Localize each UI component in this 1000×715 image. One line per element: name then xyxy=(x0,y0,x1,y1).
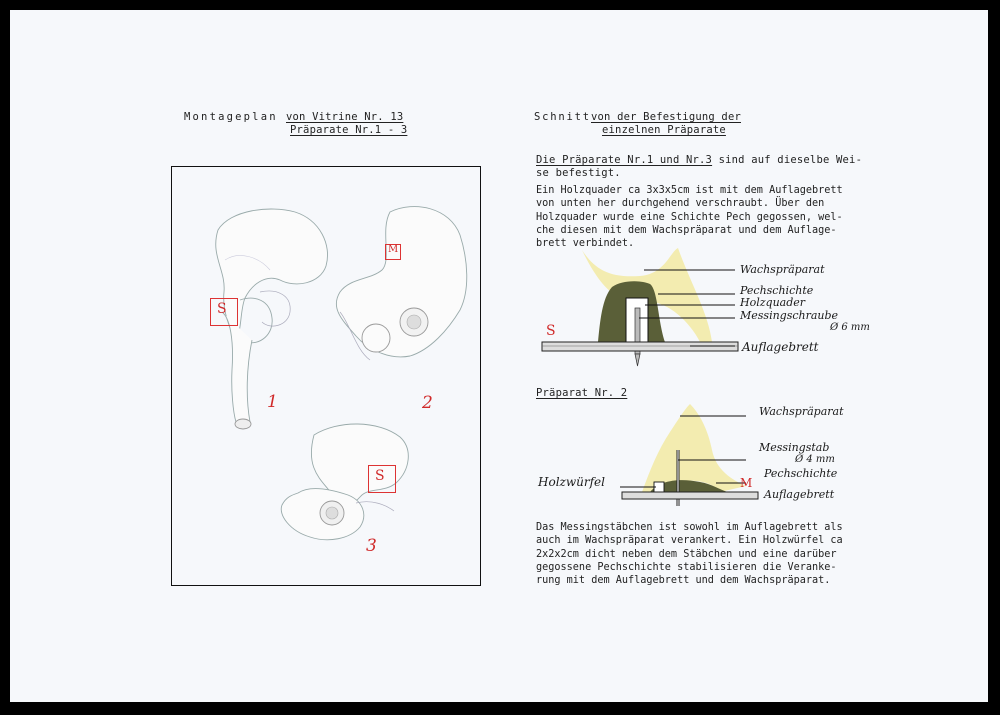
intro-line2: se befestigt. xyxy=(536,167,621,179)
diagram1-label-holz: Holzquader xyxy=(740,296,806,309)
right-title-word: Schnitt xyxy=(534,111,591,123)
marker-s1-label: S xyxy=(217,301,227,317)
hip-bone-sketch-2 xyxy=(320,200,480,380)
paragraph-1: Ein Holzquader ca 3x3x5cm ist mit dem Auflagebrett von unten her durchgehend verschraubt. Über den Holzquader wurde eine Schichte Pech gegossen, wel- che diesen mit dem Wachspräparat und dem Auflage- brett verbindet. xyxy=(536,185,843,250)
paragraph-2: Das Messingstäbchen ist sowohl im Auflagebrett als auch im Wachspräparat verankert. Ein Holzwürfel ca 2x2x2cm dicht neben dem Stäbchen und eine darüber gegossene Pechschichte stabilisieren die Veranke- rung mit dem Auflagebrett und dem Wachspräparat. xyxy=(536,522,843,587)
marker-m-label: M xyxy=(388,244,399,255)
section-diagram-2 xyxy=(620,400,760,510)
diagram1-mark: S xyxy=(546,323,556,339)
diagram1-label-wachs: Wachspräparat xyxy=(740,263,825,276)
sketch-number-2: 2 xyxy=(422,393,433,413)
sketch-number-1: 1 xyxy=(267,392,278,412)
right-title-line2: einzelnen Präparate xyxy=(602,124,726,136)
marker-s3-label: S xyxy=(375,468,385,484)
document-sheet xyxy=(10,10,988,702)
left-title-line2: Präparate Nr.1 - 3 xyxy=(290,124,408,136)
diagram1-label-schraube: Messingschraube xyxy=(740,309,839,322)
diagram2-label-wachs: Wachspräparat xyxy=(759,405,844,418)
section-diagram-1 xyxy=(540,242,740,372)
left-title-line1: von Vitrine Nr. 13 xyxy=(286,111,404,123)
right-title-line1: von der Befestigung der xyxy=(591,111,741,123)
diagram2-label-holzwuerfel: Holzwürfel xyxy=(538,475,605,489)
diagram1-label-brett: Auflagebrett xyxy=(742,340,819,354)
sketch-number-3: 3 xyxy=(366,536,377,556)
diagram2-label-diameter: Ø 4 mm xyxy=(795,454,835,465)
diagram2-label-pech: Pechschichte xyxy=(764,467,838,480)
diagram2-mark: M xyxy=(740,476,753,490)
heading-preparat-2: Präparat Nr. 2 xyxy=(536,387,628,399)
left-title-word: Montageplan xyxy=(184,111,278,123)
diagram2-label-stab: Messingstab xyxy=(759,441,830,454)
diagram1-label-pech: Pechschichte xyxy=(740,284,814,297)
intro-line1: Die Präparate Nr.1 und Nr.3 sind auf dieselbe Wei- xyxy=(536,154,863,166)
diagram2-label-brett: Auflagebrett xyxy=(764,488,835,501)
diagram1-label-diameter: Ø 6 mm xyxy=(830,322,870,333)
